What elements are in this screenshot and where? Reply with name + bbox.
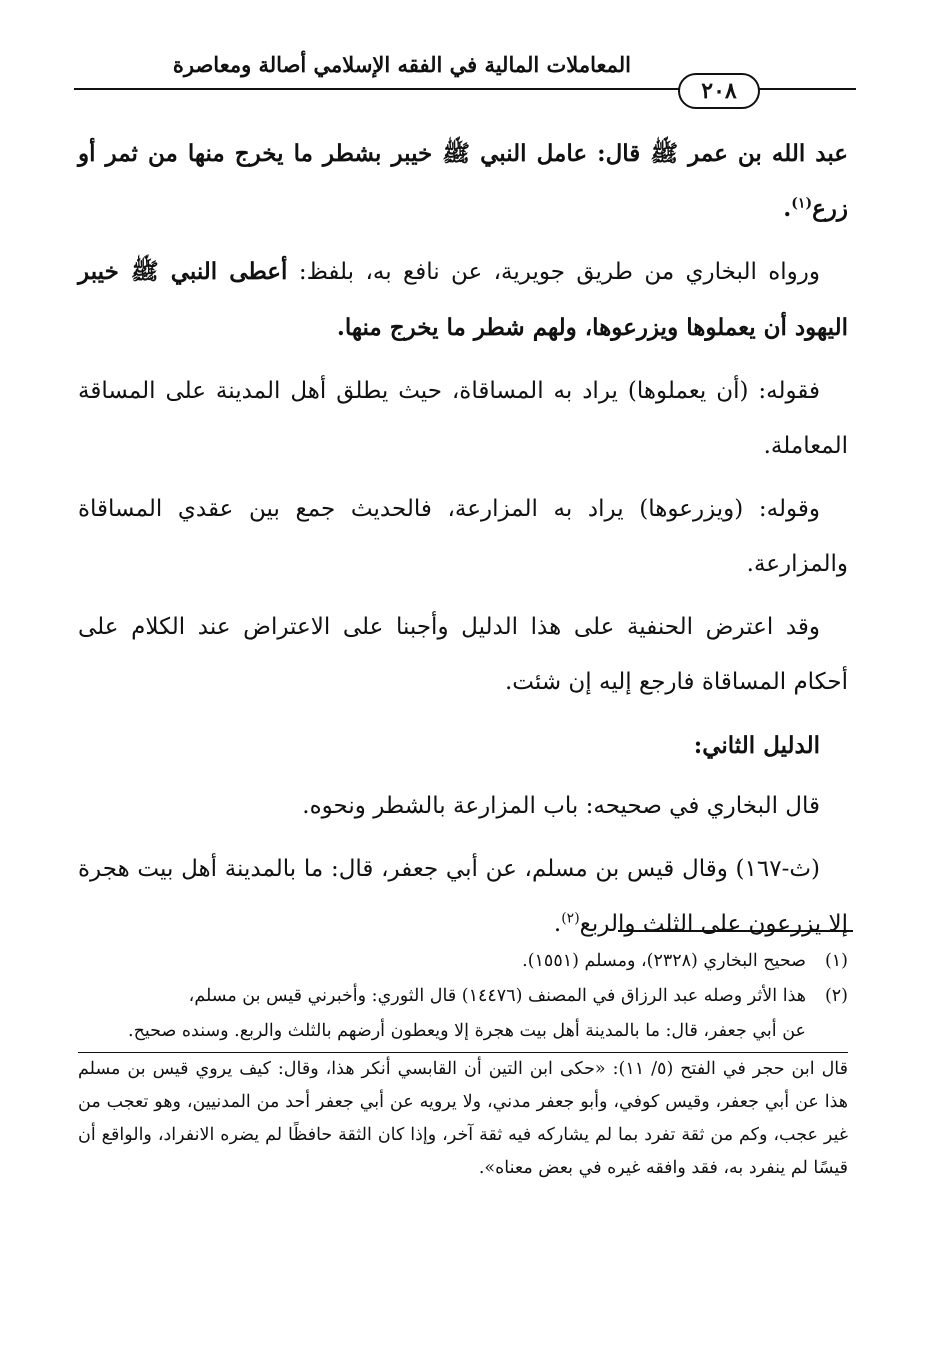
footnote-2-continuation: عن أبي جعفر، قال: ما بالمدينة أهل بيت هجرة إلا ويعطون أرضهم بالثلث والربع. وسنده صحيح. <box>128 1021 806 1041</box>
paragraph-7 <box>78 842 848 952</box>
page-number: ٢٠٨ <box>678 73 760 109</box>
footnote-2 <box>78 980 848 1013</box>
paragraph-1-end: . <box>783 195 792 222</box>
paragraph-2-hadith: أعطى النبي ﷺ خيبر اليهود أن يعملوها ويزرعوها، ولهم شطر ما يخرج منها. <box>78 258 848 341</box>
paragraph-7-text: (ث-١٦٧) وقال قيس بن مسلم، عن أبي جعفر، قال: ما بالمدينة أهل بيت هجرة إلا يزرعون على الثلث والربع <box>78 856 848 937</box>
footnote-ref-1[interactable]: (١) <box>791 195 813 212</box>
footnote-1-number: (١) <box>824 951 848 971</box>
footnote-ref-2[interactable]: (٢) <box>561 910 580 927</box>
footnote-2-quote: قال ابن حجر في الفتح (٥/ ١١): «حكى ابن التين أن القابسي أنكر هذا، وقال: كيف يروي قيس بن مسلم هذا عن أبي جعفر، وقيس كوفي، وأبو جعفر مدني، ولا يرويه عن أبي جعفر أحد من المدنيين، وهو تعجب من غير عجب، وكم من ثقة تفرد بما لم يشاركه فيه ثقة آخر، وإذا كان الثقة حافظًا لم يضره الانفراد، والواقع أن قيسًا لم ينفرد به، فقد وافقه غيره في بعض معناه». <box>78 1059 849 1178</box>
footnote-2-number: (٢) <box>824 986 848 1006</box>
section-heading: الدليل الثاني: <box>693 732 820 759</box>
paragraph-5: وقد اعترض الحنفية على هذا الدليل وأجبنا على الاعتراض عند الكلام على أحكام المساقاة فارجع إليه إن شئت. <box>78 614 848 695</box>
paragraph-1 <box>78 126 848 236</box>
footnote-1-text: صحيح البخاري (٢٣٢٨)، ومسلم (١٥٥١). <box>522 951 806 971</box>
footnote-separator <box>618 930 853 932</box>
footnote-1 <box>78 945 848 978</box>
running-header-title: المعاملات المالية في الفقه الإسلامي أصالة ومعاصرة <box>172 52 631 77</box>
paragraph-4: وقوله: (ويزرعوها) يراد به المزارعة، فالحديث جمع بين عقدي المساقاة والمزارعة. <box>78 496 848 577</box>
paragraph-2 <box>78 244 848 356</box>
footnote-2-text: هذا الأثر وصله عبد الرزاق في المصنف (١٤٤٧٦) قال الثوري: وأخبرني قيس بن مسلم، <box>188 986 806 1006</box>
footnotes <box>78 945 848 1185</box>
paragraph-1-text: عبد الله بن عمر ﷺ قال: عامل النبي ﷺ خيبر بشطر ما يخرج منها من ثمر أو زرع <box>78 140 848 222</box>
paragraph-3: فقوله: (أن يعملوها) يراد به المساقاة، حيث يطلق أهل المدينة على المساقة المعاملة. <box>78 378 848 459</box>
paragraph-2-lead: ورواه البخاري من طريق جويرية، عن نافع به، بلفظ: <box>287 259 820 285</box>
paragraph-7-end: . <box>553 911 562 937</box>
paragraph-6: قال البخاري في صحيحه: باب المزارعة بالشطر ونحوه. <box>302 793 820 819</box>
main-text <box>78 126 848 960</box>
